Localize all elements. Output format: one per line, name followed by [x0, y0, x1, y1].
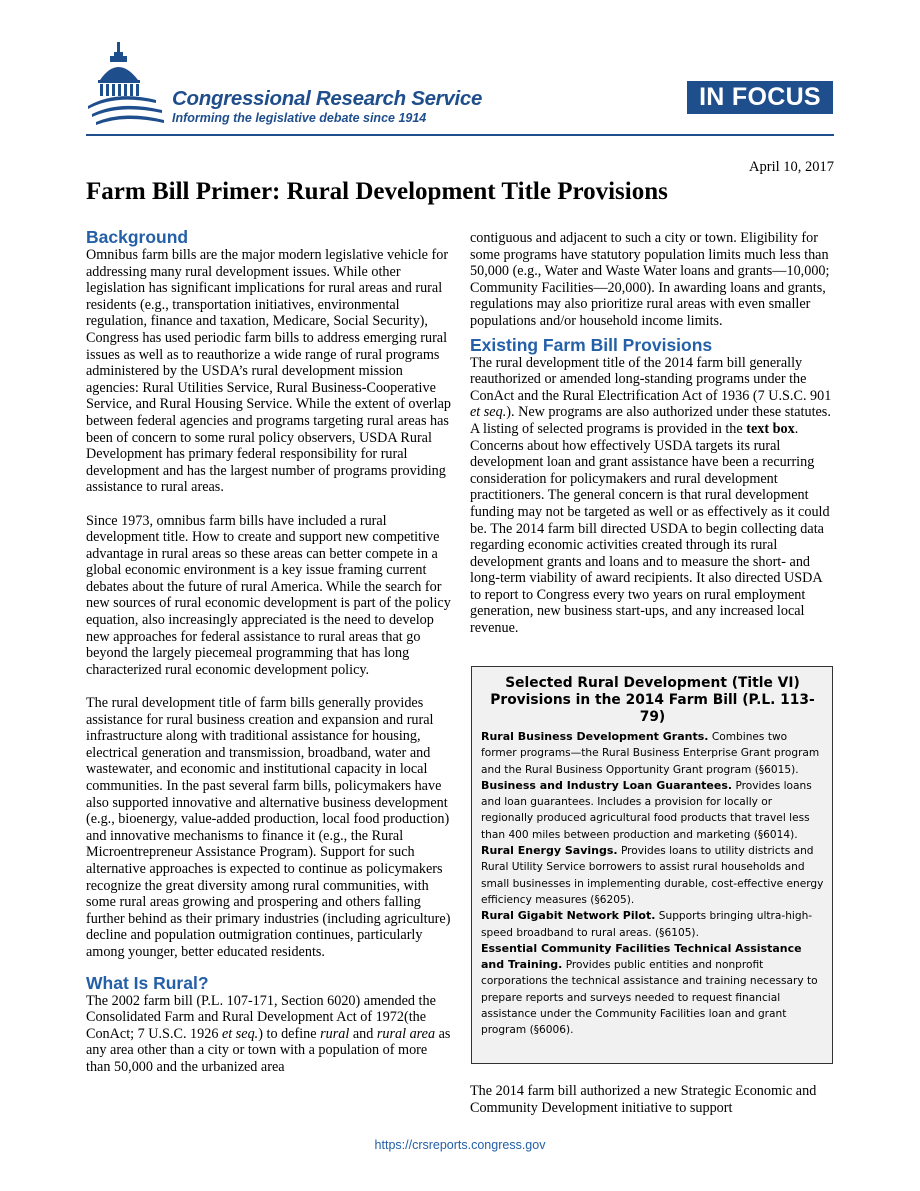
right-column	[470, 230, 834, 637]
existing-text-a: The rural development title of the 2014 farm bill generally reauthorized or amended long-standing programs under the ConAct and the Rural Electrification Act of 1936 (7 U.S.C. 901	[470, 354, 832, 404]
text-box-item	[481, 729, 824, 778]
in-focus-badge: IN FOCUS	[687, 81, 833, 114]
background-paragraph-3: The rural development title of farm bills generally provides assistance for rural business creation and expansion and rural infrastructure along with traditional assistance for housing, electrical generation and transmission, broadband, water and wastewater, and economic and institutional capacity in local communities. In the past several farm bills, policymakers have also supported innovative and alternative business development (e.g., bioenergy, value-added production, local food production) and innovative mechanisms to finance it (e.g., the Rural Microentrepreneur Assistance Program). Support for such alternative approaches is expected to continue as policymakers recognize the great diversity among rural communities, with some rural areas growing and prospering and others falling further behind as their primary industries (including agriculture) decline and population outmigration continues, particularly among younger, better educated residents.	[86, 695, 451, 960]
text-box-item-text: Provides loans and loan guarantees. Includes a provision for locally or regionally produced agricultural food products that travel less than 400 miles between production and marketing (§6014).	[481, 779, 812, 841]
rural-area-term: rural area	[376, 1025, 436, 1042]
section-heading-background: Background	[86, 227, 189, 247]
text-box-item-text: Supports bringing ultra-high-speed broadband to rural areas. (§6105).	[481, 910, 813, 939]
rural-text-b: ) to define	[258, 1025, 321, 1042]
existing-paragraph-2: Concerns about how effectively USDA targets its rural development loan and grant assistance have been a recurring consideration for policymakers and rural development practitioners. The general concern is that rural development funding may not be targeted as well or as effectively as it could be. The 2014 farm bill directed USDA to begin collecting data regarding economic activities created through its rural development grants and loans and to measure the short- and long-term viability of award recipients. It also directed USDA to report to Congress every two years on rural employment generation, new business start-ups, and any increased local revenue.	[470, 437, 830, 637]
document-date: April 10, 2017	[749, 159, 834, 175]
text-box-item-text: Provides public entities and nonprofit corporations the technical assistance and training necessary to prepare reports and surveys needed to request financial assistance under the Community Facilities loan and grant program (§6006).	[481, 959, 818, 1037]
existing-text-c: .	[794, 420, 799, 437]
rural-paragraph-1	[86, 993, 452, 1076]
provisions-text-box	[471, 666, 833, 1064]
text-box-title: Selected Rural Development (Title VI) Provisions in the 2014 Farm Bill (P.L. 113-79)	[490, 675, 815, 725]
existing-paragraph-1	[470, 355, 834, 438]
background-paragraph-1: Omnibus farm bills are the major modern legislative vehicle for addressing many rural development issues. While other legislation has significant implications for rural areas and rural residents (e.g., transportation initiatives, environmental regulation, finance and taxation, Medicare, Social Security), Congress has used periodic farm bills to address emerging rural issues as well as to reauthorize a wide range of rural programs administered by the USDA’s rural development mission agencies: Rural Utilities Service, Rural Business-Cooperative Service, and Rural Housing Service. While the extent of overlap between federal agencies and programs targeting rural areas has been of concern to some rural policy observers, USDA Rural Development has primary federal responsibility for rural development and has the largest number of programs providing assistance to rural areas.	[86, 247, 451, 496]
capitol-dome-icon	[86, 40, 166, 130]
text-box-item	[481, 941, 824, 1039]
text-box-item	[481, 778, 824, 843]
section-heading-what-is-rural: What Is Rural?	[86, 972, 209, 993]
text-box-item-name: Rural Gigabit Network Pilot.	[481, 909, 656, 923]
header-rule	[86, 134, 834, 136]
existing-text-b: ). New programs are also authorized under these statutes. A listing of selected programs is provided in the	[470, 404, 831, 437]
background-paragraph-2: Since 1973, omnibus farm bills have included a rural development title. How to create and support new competitive advantage in rural areas so these areas can better compete in a global economic environment is a key issue framing current debates about the future of rural America. While the search for new sources of rural economic development is part of the policy equation, also increasingly appreciated is the need to develop new approaches for federal assistance to rural areas that go beyond the largely piecemeal programming that has long characterized rural economic development policy.	[86, 512, 451, 678]
rural-text-c: and	[349, 1025, 377, 1042]
section-heading-existing-provisions: Existing Farm Bill Provisions	[470, 334, 713, 355]
text-box-item-name: Rural Business Development Grants.	[481, 730, 709, 743]
rural-text-a: The 2002 farm bill (P.L. 107-171, Section 6020) amended the Consolidated Farm and Rural Development Act of 1972(the ConAct; 7 U.S.C. 1926	[86, 992, 436, 1042]
text-box-item	[481, 843, 824, 908]
text-box-item-name: Business and Industry Loan Guarantees.	[481, 778, 733, 792]
text-box-item-name: Rural Energy Savings.	[481, 844, 618, 858]
text-box-item	[481, 908, 824, 941]
rural-paragraph-continued: contiguous and adjacent to such a city or town. Eligibility for some programs have statutory population limits much less than 50,000 (e.g., Water and Waste Water loans and grants—10,000; Community Facilities—20,000). In awarding loans and grants, regulations may also prioritize rural areas with even smaller populations and/or household income limits.	[470, 230, 830, 329]
left-column	[86, 227, 452, 1076]
footer-url-link[interactable]: https://crsreports.congress.gov	[374, 1138, 546, 1152]
text-box-item-text: Combines two former programs—the Rural Business Enterprise Grant program and the Rural Business Opportunity Grant program (§6015).	[481, 731, 820, 776]
document-title: Farm Bill Primer: Rural Development Title Provisions	[86, 178, 668, 205]
text-box-item-name: Essential Community Facilities Technical Assistance and Training.	[481, 941, 802, 972]
org-name: Congressional Research Service	[172, 87, 483, 110]
text-box-item-text: Provides loans to utility districts and Rural Utility Service borrowers to assist rural households and small businesses in implementing durable, cost-effective energy efficiency measures (§6205).	[481, 845, 824, 906]
existing-text-etseq: et seq.	[470, 404, 507, 421]
org-tagline: Informing the legislative debate since 1914	[172, 111, 427, 125]
rural-term: rural	[320, 1025, 350, 1042]
strategic-initiative-paragraph: The 2014 farm bill authorized a new Strategic Economic and Community Development initiative to support	[470, 1083, 817, 1116]
text-box-reference: text box	[746, 420, 795, 437]
rural-text-d: as any area other than a city or town with a population of more than 50,000 and the urbanized area	[86, 1025, 451, 1075]
rural-text-etseq: et seq.	[221, 1025, 259, 1042]
